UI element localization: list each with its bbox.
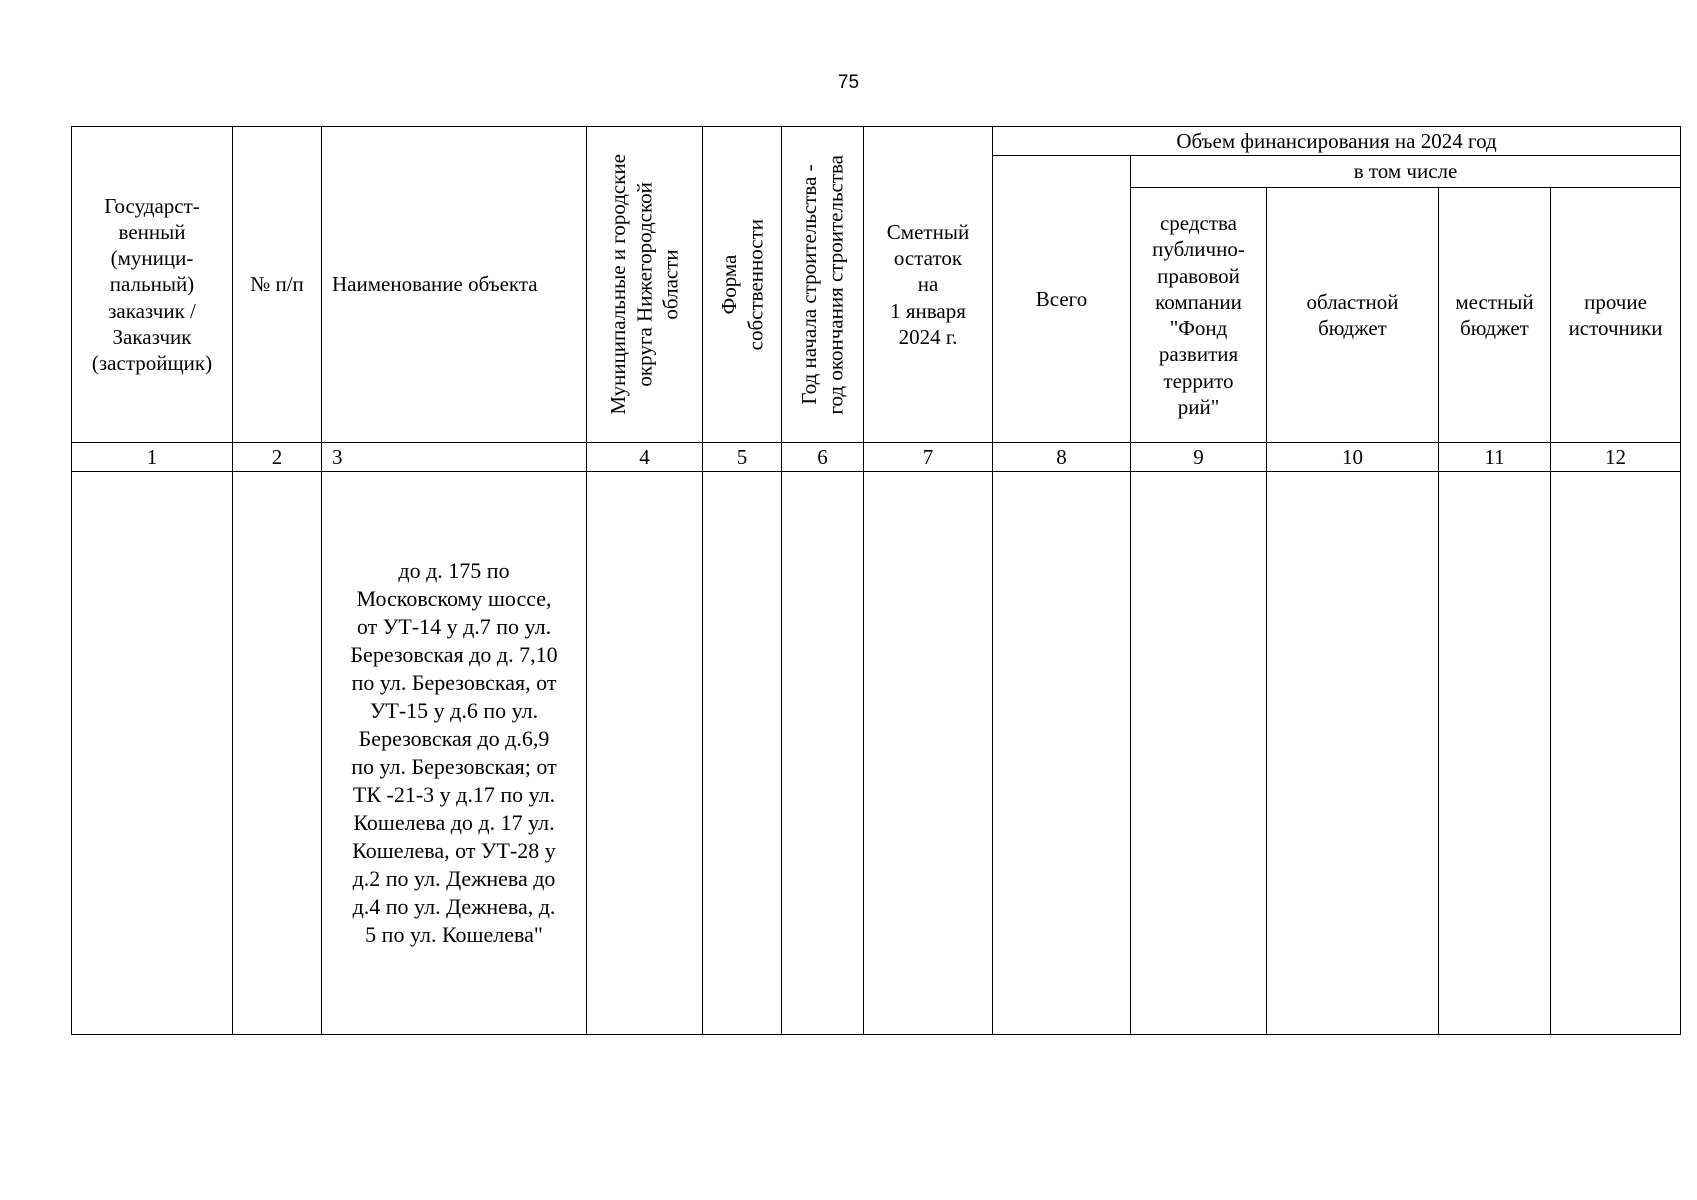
cell-municipal xyxy=(587,472,703,1035)
header-total: Всего xyxy=(993,156,1131,443)
cell-estimate xyxy=(864,472,993,1035)
header-object-name: Наименование объекта xyxy=(322,127,587,443)
cell-regional xyxy=(1267,472,1439,1035)
header-fund: средства публично- правовой компании "Фонд развития террито рий" xyxy=(1131,188,1267,443)
cell-ownership xyxy=(703,472,782,1035)
cell-object-name: до д. 175 по Московскому шоссе, от УТ-14 у д.7 по ул. Березовская до д. 7,10 по ул. Березовская, от УТ-15 у д.6 по ул. Березовская до д.6,9 по ул. Березовская; от ТК -21-3 у д.17 по ул. Кошелева до д. 17 ул. Кошелева, от УТ-28 у д.2 по ул. Дежнева до д.4 по ул. Дежнева, д. 5 по ул. Кошелева" xyxy=(322,472,587,1035)
table-row xyxy=(72,472,1681,1035)
column-number-row xyxy=(72,443,1681,472)
header-funding-group: Объем финансирования на 2024 год xyxy=(993,127,1681,156)
column-number: 2 xyxy=(233,443,322,472)
header-other: прочие источники xyxy=(1551,188,1681,443)
column-number: 3 xyxy=(322,443,587,472)
column-number: 7 xyxy=(864,443,993,472)
cell-number xyxy=(233,472,322,1035)
cell-fund xyxy=(1131,472,1267,1035)
header-local: местный бюджет xyxy=(1439,188,1551,443)
header-municipal-text: Муниципальные и городские округа Нижегородской области xyxy=(606,154,683,415)
header-municipal xyxy=(587,127,703,443)
cell-years xyxy=(782,472,864,1035)
header-years xyxy=(782,127,864,443)
column-number: 11 xyxy=(1439,443,1551,472)
column-number: 6 xyxy=(782,443,864,472)
header-estimate: Сметный остаток на 1 января 2024 г. xyxy=(864,127,993,443)
cell-customer xyxy=(72,472,233,1035)
cell-other xyxy=(1551,472,1681,1035)
cell-total xyxy=(993,472,1131,1035)
header-number: № п/п xyxy=(233,127,322,443)
column-number: 10 xyxy=(1267,443,1439,472)
header-ownership xyxy=(703,127,782,443)
header-row-1 xyxy=(72,127,1681,156)
financing-table xyxy=(71,126,1681,1035)
column-number: 5 xyxy=(703,443,782,472)
header-including: в том числе xyxy=(1131,156,1681,188)
column-number: 9 xyxy=(1131,443,1267,472)
column-number: 4 xyxy=(587,443,703,472)
column-number: 8 xyxy=(993,443,1131,472)
page-number: 75 xyxy=(837,72,860,93)
header-years-text: Год начала строительства - год окончания строительства xyxy=(797,154,848,415)
column-number: 12 xyxy=(1551,443,1681,472)
column-number: 1 xyxy=(72,443,233,472)
header-customer: Государст- венный (муници- пальный) заказчик / Заказчик (застройщик) xyxy=(72,127,233,443)
cell-local xyxy=(1439,472,1551,1035)
header-regional: областной бюджет xyxy=(1267,188,1439,443)
header-ownership-text: Форма собственности xyxy=(716,218,767,351)
